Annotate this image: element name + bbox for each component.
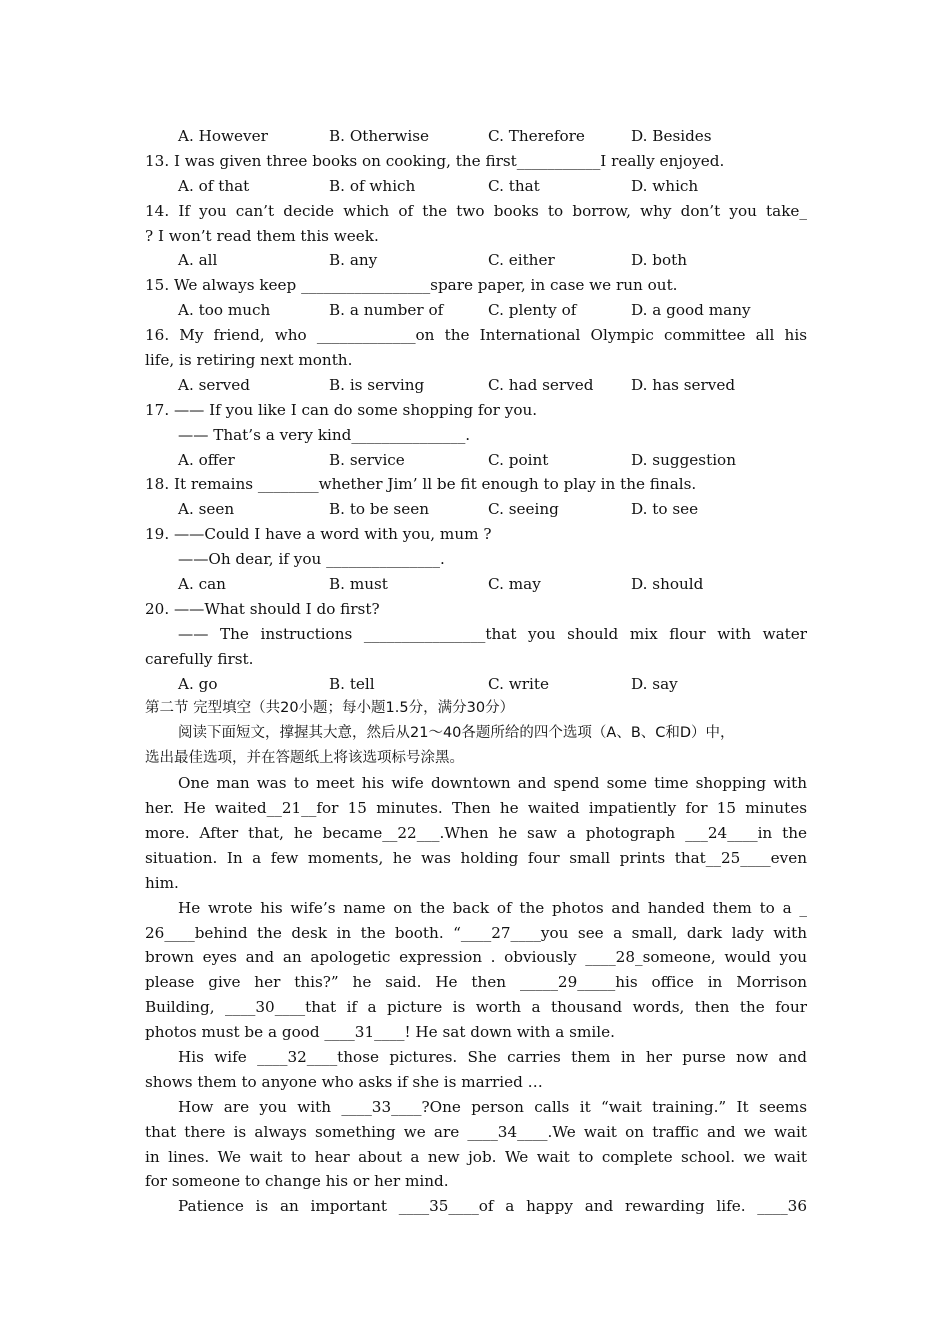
option-c: C. either	[488, 251, 555, 270]
option-b: B. must	[329, 575, 388, 594]
passage-line: please give her this?” he said. He then _____29_____his office in Morrison	[145, 973, 807, 992]
q14-options	[145, 248, 807, 273]
passage-line: His wife ____32____those pictures. She carries them in her purse now and	[178, 1047, 807, 1066]
q18-options	[145, 497, 807, 522]
option-b: B. any	[329, 251, 378, 270]
option-a: A. too much	[178, 301, 271, 320]
option-b: B. a number of	[329, 301, 444, 320]
q14-stem-line-1: 14. If you can’t decide which of the two books to borrow, why don’t you take_	[145, 201, 807, 220]
option-a: A. seen	[178, 500, 235, 519]
q19-stem-line-2: ——Oh dear, if you _______________.	[178, 550, 445, 569]
passage-line: that there is always something we are ____34____.We wait on traffic and we wait	[145, 1122, 807, 1141]
option-a: A. of that	[178, 176, 250, 195]
passage-line: in lines. We wait to hear about a new job. We wait to complete school. we wait	[145, 1147, 807, 1166]
q15-options	[145, 298, 807, 323]
passage-paragraph-5	[145, 1194, 807, 1219]
q20-stem-line-2: —— The instructions ________________that you should mix flour with water	[178, 624, 807, 643]
passage-paragraph-4	[145, 1095, 807, 1195]
passage-line: her. He waited__21__for 15 minutes. Then he waited impatiently for 15 minutes	[145, 799, 807, 818]
q17-stem-line-1: 17. —— If you like I can do some shopping for you.	[145, 400, 538, 419]
passage-line: How are you with ____33____?One person calls it “wait training.” It seems	[178, 1097, 807, 1116]
option-b: B. is serving	[329, 375, 425, 394]
option-d: D. a good many	[631, 301, 751, 320]
option-c: C. may	[488, 575, 541, 594]
passage-line: brown eyes and an apologetic expression . obviously ____28_someone, would you	[145, 948, 807, 967]
q13-options	[145, 174, 807, 199]
passage-line: him.	[145, 873, 179, 892]
option-c: C. Therefore	[488, 127, 585, 145]
q19-options	[145, 572, 807, 597]
passage-line: situation. In a few moments, he was holding four small prints that__25____even	[145, 848, 807, 867]
passage-line: One man was to meet his wife downtown and spend some time shopping with	[178, 774, 807, 793]
q14-stem-line-2: ? I won’t read them this week.	[145, 226, 379, 245]
passage-paragraph-1	[145, 771, 807, 895]
option-d: D. both	[631, 251, 688, 270]
q20-options	[145, 672, 807, 697]
option-d: D. Besides	[631, 127, 712, 145]
q16-stem-line-1: 16. My friend, who _____________on the International Olympic committee all his	[145, 326, 807, 345]
passage-line: shows them to anyone who asks if she is married …	[145, 1072, 543, 1091]
option-b: B. tell	[329, 674, 375, 693]
instructions-line-2: 选出最佳选项，并在答题纸上将该选项标号涂黑。	[145, 750, 464, 767]
q17-stem-line-2: —— That’s a very kind_______________.	[178, 425, 471, 444]
option-b: B. service	[329, 450, 405, 469]
option-a: A. However	[178, 127, 268, 145]
q18-stem: 18. It remains ________whether Jim’ ll be fit enough to play in the finals.	[145, 475, 697, 494]
option-d: D. which	[631, 176, 699, 195]
q16-stem-line-2: life, is retiring next month.	[145, 351, 353, 370]
passage-line: He wrote his wife’s name on the back of the photos and handed them to a _	[178, 898, 807, 917]
q15-stem: 15. We always keep _________________spare paper, in case we run out.	[145, 276, 678, 295]
option-c: C. write	[488, 674, 549, 693]
passage-paragraph-3	[145, 1045, 807, 1095]
q20-stem-line-1: 20. ——What should I do first?	[145, 599, 380, 618]
option-d: D. suggestion	[631, 450, 736, 469]
option-c: C. seeing	[488, 500, 559, 519]
option-a: A. go	[178, 674, 218, 693]
option-c: C. plenty of	[488, 301, 577, 320]
exam-page	[145, 124, 807, 1219]
q17-options	[145, 448, 807, 473]
option-a: A. served	[178, 375, 250, 394]
section-heading: 第二节 完型填空（共20小题；每小题1.5分，满分30分）	[145, 700, 515, 717]
option-a: A. can	[178, 575, 226, 594]
q12-options	[145, 124, 807, 149]
passage-paragraph-2	[145, 896, 807, 1045]
passage-line: photos must be a good ____31____! He sat down with a smile.	[145, 1023, 615, 1042]
instructions-line-1: 阅读下面短文，撑握其大意，然后从21～40各题所给的四个选项（A、B、C和D）中，	[178, 725, 735, 742]
q13-stem: 13. I was given three books on cooking, the first___________I really enjoyed.	[145, 151, 725, 170]
option-d: D. has served	[631, 375, 736, 394]
option-c: C. point	[488, 450, 549, 469]
option-c: C. that	[488, 176, 540, 195]
q16-options	[145, 373, 807, 398]
passage-line: more. After that, he became__22___.When he saw a photograph ___24____in the	[145, 823, 807, 842]
passage-line: 26____behind the desk in the booth. “____27____you see a small, dark lady with	[145, 923, 807, 942]
option-a: A. all	[178, 251, 218, 270]
option-d: D. should	[631, 575, 704, 594]
option-b: B. to be seen	[329, 500, 429, 519]
option-a: A. offer	[178, 450, 235, 469]
option-d: D. say	[631, 674, 678, 693]
option-b: B. of which	[329, 176, 416, 195]
option-d: D. to see	[631, 500, 699, 519]
passage-line: for someone to change his or her mind.	[145, 1172, 449, 1191]
passage-line: Patience is an important ____35____of a happy and rewarding life. ____36	[178, 1197, 807, 1216]
passage-line: Building, ____30____that if a picture is worth a thousand words, then the four	[145, 998, 807, 1017]
q20-stem-line-3: carefully first.	[145, 649, 254, 668]
option-c: C. had served	[488, 375, 594, 394]
option-b: B. Otherwise	[329, 127, 430, 145]
q19-stem-line-1: 19. ——Could I have a word with you, mum ?	[145, 525, 492, 544]
